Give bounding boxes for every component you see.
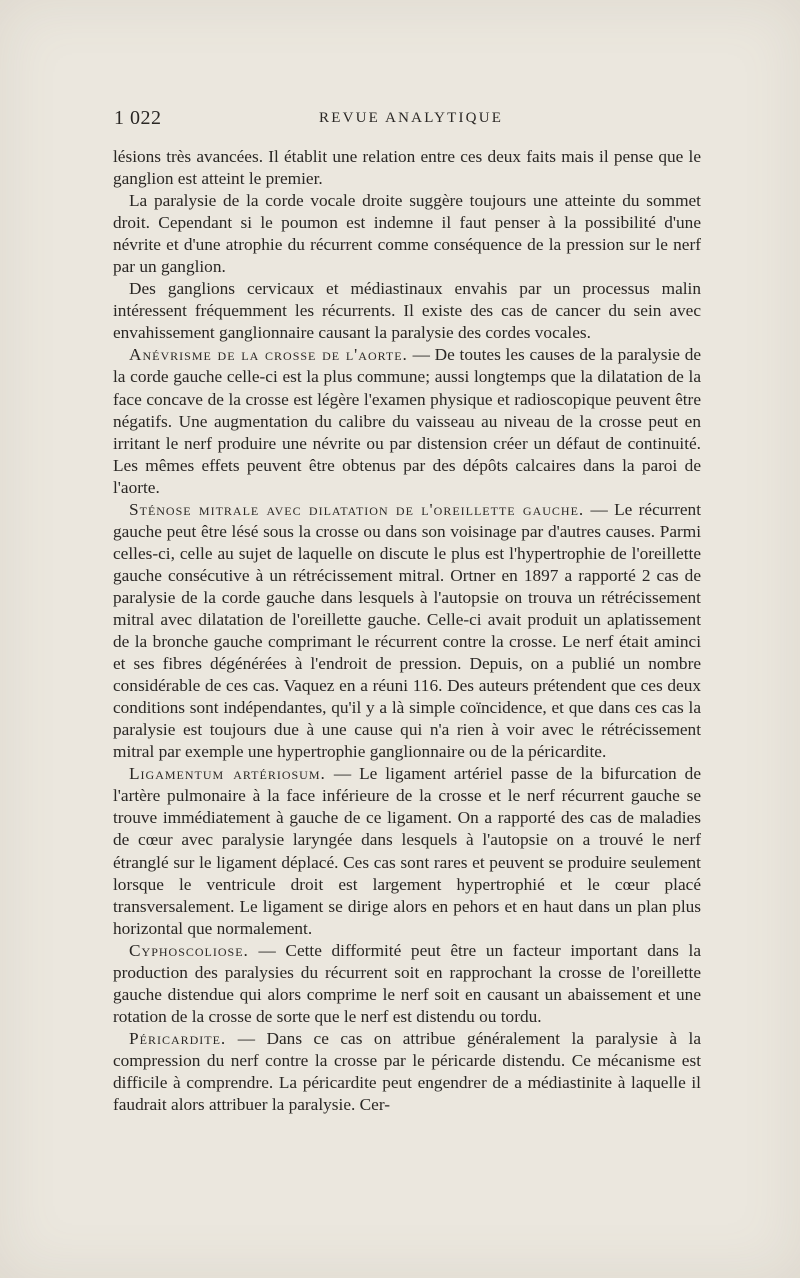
paragraph-text: La paralysie de la corde vocale droite suggère toujours une atteinte du sommet droit. Cependant si le poumon est indemne il faut penser à la possibilité d'une névrite et d'une atrophie du récurrent comme conséquence de la pression sur le nerf par un ganglion. [113,191,701,277]
paragraph-text: Dans ce cas on attribue généralement la paralysie à la compression du nerf contre la crosse par le péricarde distendu. Ce mécanisme est difficile à comprendre. La péricardite peut engendrer de a médiastinite à laquelle il faudrait alors attribuer la paralysie. Cer- [113,1028,701,1115]
paragraph: Anévrisme de la crosse de l'aorte. — De toutes les causes de la paralysie de la corde gauche celle-ci est la plus commune; aussi longtemps que la dilatation de la face concave de la crosse est légère l'examen physique et radioscopique peuvent être négatifs. Une augmentation du calibre du vaisseau au niveau de la crosse peut en irritant le nerf produire une névrite ou par distension créer un défaut de continuité. Les mêmes effets peuvent être obtenus par des dépôts calcaires dans la paroi de l'aorte. [113,345,702,497]
paragraph-text: Des ganglions cervicaux et médiastinaux envahis par un processus malin intéressent fréquemment les récurrents. Il existe des cas de cancer du sein avec envahissement ganglionnaire causant la paralysie des cordes vocales. [113,279,701,343]
paragraph-text: Cette difformité peut être un facteur important dans la production des paralysies du récurrent soit en rapprochant la crosse de l'oreillette gauche distendue qui alors comprime le nerf soit en causant un abaissement et une rotation de la crosse de sorte que le nerf est distendu ou tordu. [113,940,701,1026]
paragraph: Sténose mitrale avec dilatation de l'oreillette gauche. — Le récurrent gauche peut être lésé sous la crosse ou dans son voisinage par d'autres causes. Parmi celles-ci, celle au sujet de laquelle on discute le plus est l'hypertrophie de l'oreillette gauche consécutive à un rétrécissement mitral. Ortner en 1897 a rapporté 2 cas de paralysie de la corde gauche dans lesquels à l'autopsie on trouva un rétrécissement mitral avec dilatation de l'oreillette gauche. Celle-ci avait produit un aplatissement de la bronche gauche comprimant le récurrent contre la crosse. Le nerf était aminci et ses fibres dégénérées à l'endroit de pression. Depuis, on a publié un nombre considérable de ces cas. Vaquez en a réuni 116. Des auteurs prétendent que ces deux conditions sont indépendantes, qu'il y a là simple coïncidence, et que dans ces cas la paralysie est toujours due à une cause qui n'a rien à voir avec le rétrécissement mitral par exemple une hypertrophie ganglionnaire ou de la péricardite. [113,499,702,762]
paragraph-text: Le récurrent gauche peut être lésé sous la crosse ou dans son voisinage par d'autres causes. Parmi celles-ci, celle au sujet de laquelle on discute le plus est l'hypertrophie de l'oreillette gauche consécutive à un rétrécissement mitral. Ortner en 1897 a rapporté 2 cas de paralysie de la corde gauche dans lesquels à l'autopsie on trouva un rétrécissement mitral avec dilatation de l'oreillette gauche. Celle-ci avait produit un aplatissement de la bronche gauche comprimant le récurrent contre la crosse. Le nerf était aminci et ses fibres dégénérées à l'endroit de pression. Depuis, on a publié un nombre considérable de ces cas. Vaquez en a réuni 116. Des auteurs prétendent que ces deux conditions sont indépendantes, qu'il y a là simple coïncidence, et que dans ces cas la paralysie est toujours due à une cause qui n'a rien à voir avec le rétrécissement mitral par exemple une hypertrophie ganglionnaire ou de la péricardite. [113,499,702,762]
paragraph-text: De toutes les causes de la paralysie de la corde gauche celle-ci est la plus commune; aussi longtemps que la dilatation de la face concave de la crosse est légère l'examen physique et radioscopique peuvent être négatifs. Une augmentation du calibre du vaisseau au niveau de la crosse peut en irritant le nerf produire une névrite ou par distension créer un défaut de continuité. Les mêmes effets peuvent être obtenus par des dépôts calcaires dans la paroi de l'aorte. [113,345,702,497]
paragraph [113,278,701,344]
paragraph [113,146,701,190]
paragraph-text: Le ligament artériel passe de la bifurcation de l'artère pulmonaire à la face inférieure de la crosse et le nerf récurrent gauche se trouve immédiatement à gauche de ce ligament. On a rapporté des cas de maladies de cœur avec paralysie laryngée dans lesquels à l'autopsie on a trouvé le nerf étranglé sur le ligament déplacé. Ces cas sont rares et peuvent se produire seulement lorsque le ventricule droit est largement hypertrophié et le cœur placé transversalement. Le ligament se dirige alors en pehors et en haut dans un plan plus horizontal que normalement. [113,764,701,938]
section-heading: Péricardite. [129,1028,227,1048]
paragraph [113,190,701,278]
paragraph: Péricardite. — Dans ce cas on attribue généralement la paralysie à la compression du nerf contre la crosse par le péricarde distendu. Ce mécanisme est difficile à comprendre. La péricardite peut engendrer de a médiastinite à laquelle il faudrait alors attribuer la paralysie. Cer- [113,1028,701,1115]
paragraph-text: lésions très avancées. Il établit une relation entre ces deux faits mais il pense que le ganglion est atteint le premier. [113,147,701,189]
page-header [114,107,700,135]
paragraph: Ligamentum artériosum. — Le ligament artériel passe de la bifurcation de l'artère pulmonaire à la face inférieure de la crosse et le nerf récurrent gauche se trouve immédiatement à gauche de ce ligament. On a rapporté des cas de maladies de cœur avec paralysie laryngée dans lesquels à l'autopsie on a trouvé le nerf étranglé sur le ligament déplacé. Ces cas sont rares et peuvent se produire seulement lorsque le ventricule droit est largement hypertrophié et le cœur placé transversalement. Le ligament se dirige alors en pehors et en haut dans un plan plus horizontal que normalement. [113,764,701,938]
section-heading: Ligamentum artériosum. [129,764,326,784]
section-heading: Sténose mitrale avec dilatation de l'oreillette gauche. [129,499,585,519]
section-heading: Cyphoscoliose. [129,940,249,960]
paragraph: Cyphoscoliose. — Cette difformité peut être un facteur important dans la production des paralysies du récurrent soit en rapprochant la crosse de l'oreillette gauche distendue qui alors comprime le nerf soit en causant un abaissement et une rotation de la crosse de sorte que le nerf est distendu ou tordu. [113,940,701,1026]
running-title: REVUE ANALYTIQUE [319,110,504,126]
section-heading: Anévrisme de la crosse de l'aorte. [129,345,408,365]
body-text [113,146,701,1116]
page-number: 1 022 [114,107,162,129]
